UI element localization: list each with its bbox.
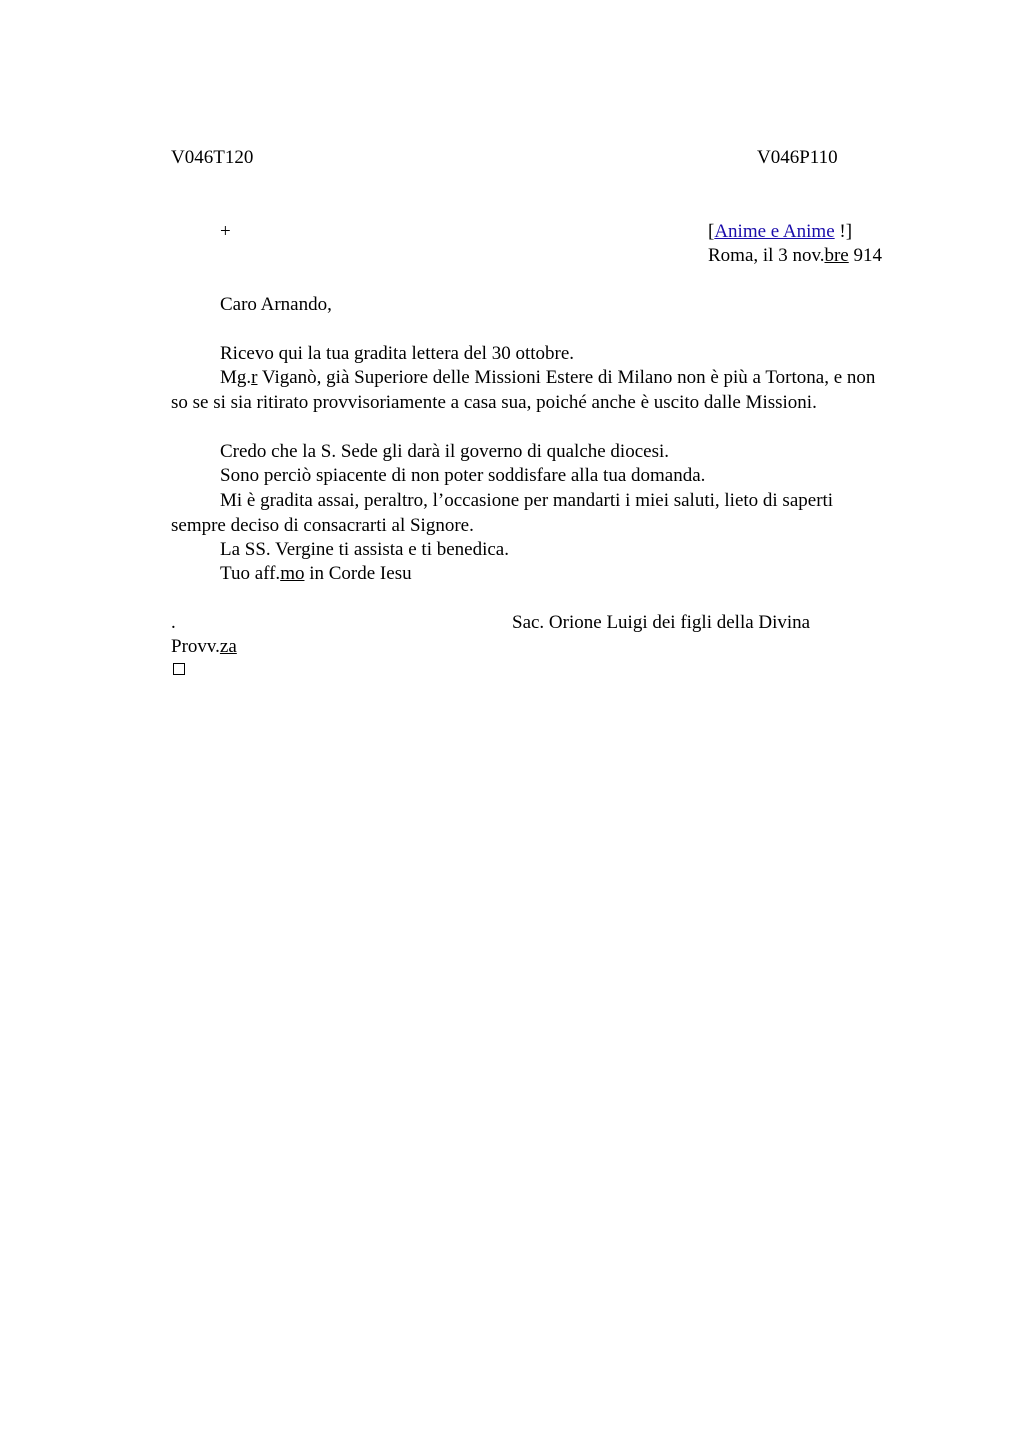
paragraph-6: La SS. Vergine ti assista e ti benedica. <box>220 539 509 560</box>
paragraph-3: Credo che la S. Sede gli darà il governo di qualche diocesi. <box>220 441 670 462</box>
checkbox-icon <box>173 663 185 675</box>
paragraph-1: Ricevo qui la tua gradita lettera del 30 ottobre. <box>220 343 575 364</box>
date-year: 914 <box>848 245 882 266</box>
editorial-note <box>708 220 852 244</box>
note-close: !] <box>834 221 853 242</box>
date-superscript: bre <box>824 245 849 266</box>
date-line <box>708 244 882 268</box>
paragraph-5: Mi è gradita assai, peraltro, l’occasione per mandarti i miei saluti, lieto di saperti sempre deciso di consacrarti al Signore. <box>171 490 834 536</box>
anime-e-anime-link[interactable]: Anime e Anime <box>714 221 835 242</box>
paragraph-2 <box>171 366 891 415</box>
p2-superscript: r <box>251 367 258 388</box>
paragraph-4: Sono perciò spiacente di non poter soddisfare alla tua domanda. <box>220 465 706 486</box>
date-prefix: Roma, il 3 nov. <box>708 245 825 266</box>
closing-prefix: Tuo aff. <box>220 563 281 584</box>
signature-dot: . <box>171 612 176 633</box>
closing-line <box>171 562 891 587</box>
p2-prefix: Mg. <box>220 367 252 388</box>
signature-line-2 <box>171 635 237 659</box>
signature-line-2-superscript: za <box>219 636 237 657</box>
note-open-bracket: [ <box>708 221 715 242</box>
cross-mark: + <box>220 221 231 242</box>
signature-line-1: Sac. Orione Luigi dei figli della Divina <box>512 612 811 633</box>
signature-line-2-prefix: Provv. <box>171 636 220 657</box>
p2-rest: Viganò, già Superiore delle Missioni Estere di Milano non è più a Tortona, e non so se si sia ritirato provvisoriamente a casa sua, poiché anche è uscito dalle Missioni. <box>171 367 876 413</box>
document-code-right: V046P110 <box>757 147 838 168</box>
document-code-left: V046T120 <box>171 147 254 168</box>
closing-rest: in Corde Iesu <box>304 563 412 584</box>
salutation: Caro Arnando, <box>220 294 332 315</box>
closing-superscript: mo <box>280 563 305 584</box>
